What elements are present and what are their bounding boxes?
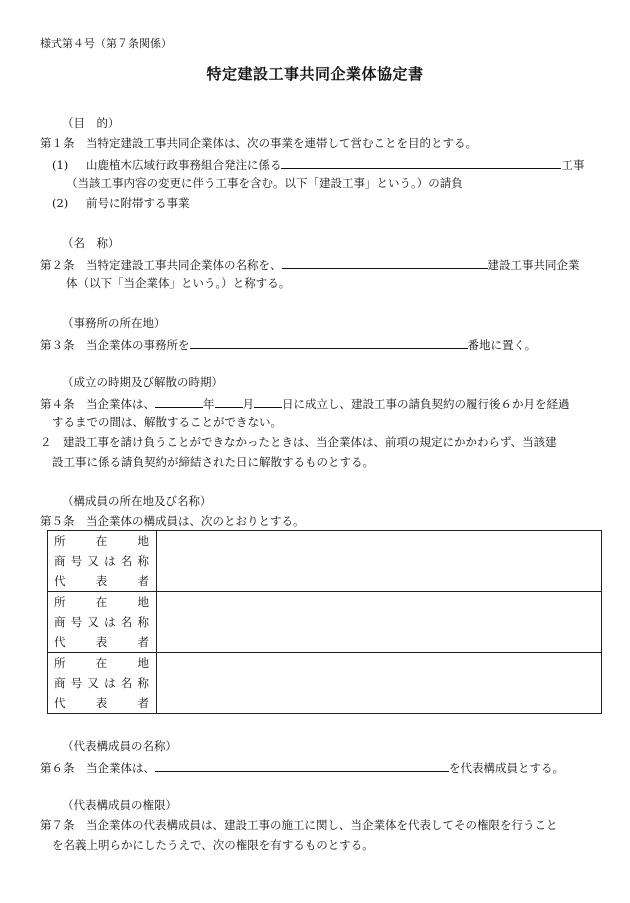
label-char: 名 bbox=[120, 554, 133, 568]
member-labels bbox=[48, 531, 157, 592]
label-char: 在 bbox=[95, 534, 108, 548]
label-char: 在 bbox=[95, 595, 108, 609]
item-number: (2) bbox=[52, 196, 69, 210]
label-char: 地 bbox=[137, 656, 149, 670]
article-1-item-1 bbox=[52, 155, 584, 174]
label-char: 所 bbox=[54, 534, 66, 548]
label-char: 又 bbox=[87, 615, 99, 629]
label-char: 代 bbox=[54, 635, 66, 649]
article-4-text bbox=[40, 394, 570, 413]
label-char: 名 bbox=[120, 676, 133, 690]
member-labels bbox=[48, 592, 157, 653]
document-title: 特定建設工事共同企業体協定書 bbox=[206, 65, 424, 83]
label-char: 商 bbox=[54, 554, 66, 568]
article-2-text-continued: 体（以下「当企業体」という。）と称する。 bbox=[66, 276, 291, 290]
office-address-blank[interactable] bbox=[190, 335, 468, 349]
member-row bbox=[48, 653, 602, 714]
day-blank[interactable] bbox=[254, 394, 282, 408]
label-char: 商 bbox=[54, 676, 66, 690]
project-name-blank[interactable] bbox=[281, 155, 561, 169]
representative-label bbox=[48, 693, 156, 713]
member-row bbox=[48, 592, 602, 653]
member-entry-field[interactable] bbox=[157, 531, 602, 592]
article-6-text-b: を代表構成員とする。 bbox=[449, 761, 564, 775]
representative-label bbox=[48, 571, 156, 591]
member-row bbox=[48, 531, 602, 592]
year-label: 年 bbox=[203, 397, 215, 411]
article-7-heading: （代表構成員の権限） bbox=[62, 798, 177, 812]
month-blank[interactable] bbox=[215, 394, 243, 408]
label-char: 号 bbox=[70, 554, 83, 568]
article-4-text-a: 第４条 当企業体は、 bbox=[40, 397, 155, 411]
label-char: 表 bbox=[95, 635, 108, 649]
label-char: は bbox=[104, 676, 116, 690]
label-char: 者 bbox=[137, 574, 149, 588]
trade-name-label bbox=[48, 551, 156, 571]
label-char: 号 bbox=[70, 615, 83, 629]
label-char: 商 bbox=[54, 615, 66, 629]
article-3-text-b: 番地に置く。 bbox=[467, 338, 537, 352]
article-3-text-a: 第３条 当企業体の事務所を bbox=[40, 338, 190, 352]
article-5-text: 第５条 当企業体の構成員は、次のとおりとする。 bbox=[40, 514, 305, 528]
article-2-heading: （名 称） bbox=[62, 236, 120, 250]
article-6-text-a: 第６条 当企業体は、 bbox=[40, 761, 155, 775]
label-char: 名 bbox=[120, 615, 133, 629]
article-4-paragraph-2-continued: 設工事に係る請負契約が締結された日に解散するものとする。 bbox=[52, 455, 374, 469]
article-7-text-continued: を名義上明らかにしたうえで、次の権限を有するものとする。 bbox=[52, 838, 374, 852]
label-char: 者 bbox=[137, 635, 149, 649]
jv-name-blank[interactable] bbox=[282, 255, 488, 269]
item-text: 山鹿植木広域行政事務組合発注に係る bbox=[85, 158, 282, 172]
label-char: 又 bbox=[87, 676, 99, 690]
label-char: 表 bbox=[95, 696, 108, 710]
representative-name-blank[interactable] bbox=[155, 758, 449, 772]
article-4-paragraph-2: ２ 建設工事を請け負うことができなかったときは、当企業体は、前項の規定にかかわらず、当該建 bbox=[40, 435, 557, 449]
address-label bbox=[48, 653, 156, 673]
article-5-heading: （構成員の所在地及び名称） bbox=[62, 494, 212, 508]
article-3-text bbox=[40, 335, 536, 354]
article-4-text-continued: するまでの間は、解散することができない。 bbox=[52, 415, 282, 429]
item-number: (1) bbox=[52, 158, 69, 172]
article-3-heading: （事務所の所在地） bbox=[62, 316, 166, 330]
article-4-text-b: に成立し、建設工事の請負契約の履行後６か月を経過 bbox=[293, 397, 570, 411]
address-label bbox=[48, 531, 156, 551]
article-6-text bbox=[40, 758, 564, 777]
label-char: 代 bbox=[54, 574, 66, 588]
item-suffix: 工事 bbox=[561, 158, 585, 172]
label-char: 者 bbox=[137, 696, 149, 710]
member-entry-field[interactable] bbox=[157, 592, 602, 653]
article-2-text-a: 第２条 当特定建設工事共同企業体の名称を、 bbox=[40, 258, 282, 272]
label-char: 称 bbox=[137, 676, 149, 690]
label-char: 地 bbox=[137, 595, 149, 609]
label-char: 所 bbox=[54, 656, 66, 670]
article-7-text: 第７条 当企業体の代表構成員は、建設工事の施工に関し、当企業体を代表してその権限を行うこと bbox=[40, 818, 558, 832]
trade-name-label bbox=[48, 673, 156, 693]
members-table bbox=[47, 530, 602, 714]
representative-label bbox=[48, 632, 156, 652]
form-number: 様式第４号（第７条関係） bbox=[40, 37, 172, 50]
member-labels bbox=[48, 653, 157, 714]
article-1-item-2 bbox=[52, 195, 189, 212]
member-entry-field[interactable] bbox=[157, 653, 602, 714]
day-label: 日 bbox=[282, 397, 294, 411]
label-char: 所 bbox=[54, 595, 66, 609]
label-char: 地 bbox=[137, 534, 149, 548]
item-text: 前号に附帯する事業 bbox=[85, 196, 190, 210]
article-2-text-b: 建設工事共同企業 bbox=[487, 258, 580, 272]
label-char: 称 bbox=[137, 615, 149, 629]
label-char: 代 bbox=[54, 696, 66, 710]
address-label bbox=[48, 592, 156, 612]
label-char: 在 bbox=[95, 656, 108, 670]
label-char: 又 bbox=[87, 554, 99, 568]
article-4-heading: （成立の時期及び解散の時期） bbox=[62, 375, 223, 389]
article-1-text: 第１条 当特定建設工事共同企業体は、次の事業を連帯して営むことを目的とする。 bbox=[40, 136, 477, 150]
label-char: は bbox=[104, 615, 116, 629]
label-char: 号 bbox=[70, 676, 83, 690]
article-1-item-1-continued: （当該工事内容の変更に伴う工事を含む。以下「建設工事」という。）の請負 bbox=[66, 176, 463, 190]
trade-name-label bbox=[48, 612, 156, 632]
article-2-text bbox=[40, 255, 580, 274]
label-char: 称 bbox=[137, 554, 149, 568]
month-label: 月 bbox=[242, 397, 254, 411]
article-6-heading: （代表構成員の名称） bbox=[62, 739, 177, 753]
label-char: 表 bbox=[95, 574, 108, 588]
year-blank[interactable] bbox=[155, 394, 203, 408]
label-char: は bbox=[104, 554, 116, 568]
article-1-heading: （目 的） bbox=[62, 116, 120, 130]
